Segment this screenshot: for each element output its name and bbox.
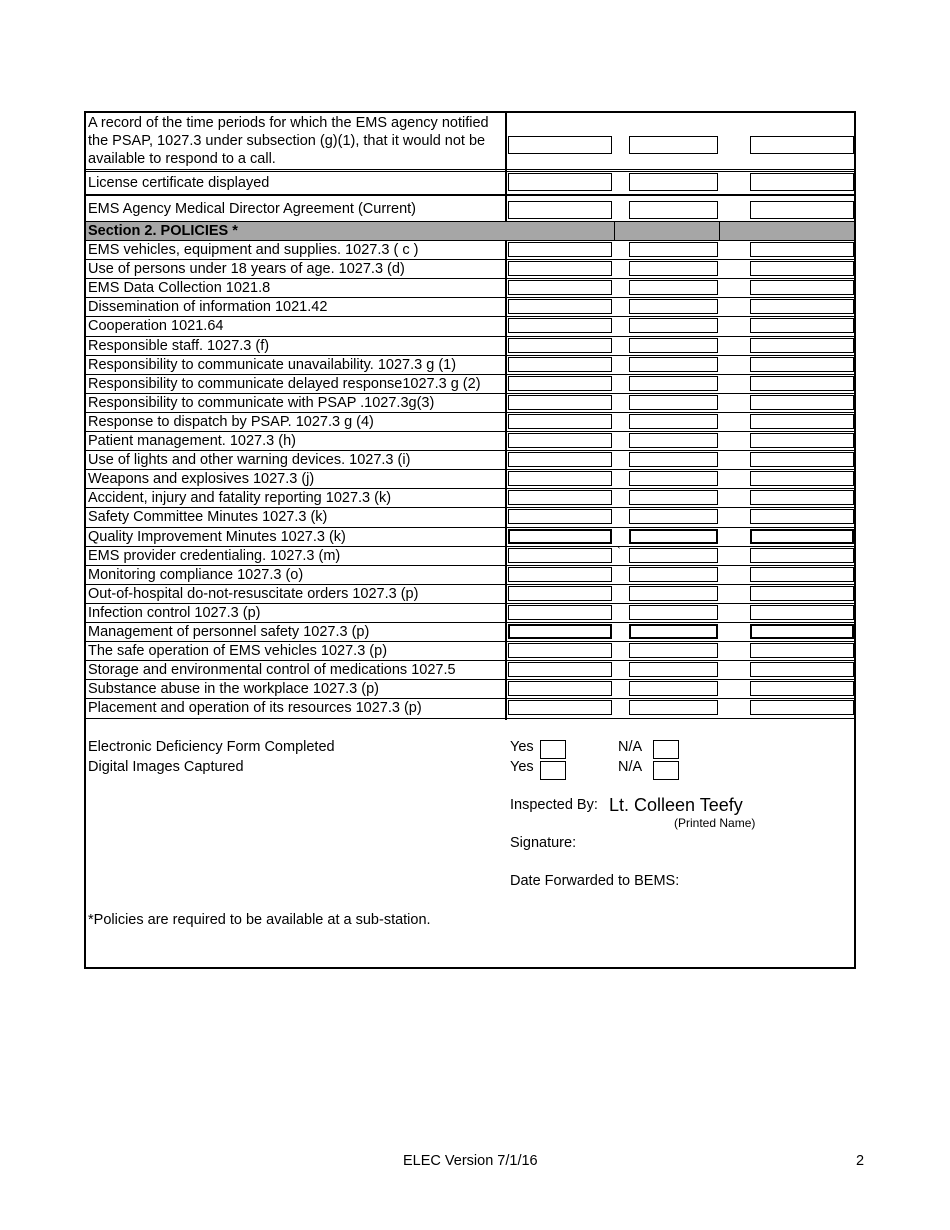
date-forwarded-label: Date Forwarded to BEMS: — [510, 873, 680, 889]
policy-item-label: Storage and environmental control of medications 1027.5 — [88, 662, 456, 678]
policy-checkbox-2[interactable] — [629, 509, 718, 524]
policy-checkbox-1[interactable] — [508, 605, 612, 620]
policy-checkbox-1[interactable] — [508, 624, 612, 639]
table-bottom-line — [84, 718, 856, 719]
policy-checkbox-1[interactable] — [508, 338, 612, 353]
policy-checkbox-1[interactable] — [508, 700, 612, 715]
policy-checkbox-2[interactable] — [629, 299, 718, 314]
policy-checkbox-3[interactable] — [750, 567, 854, 582]
band-separator — [719, 222, 720, 240]
policy-item-label: Use of persons under 18 years of age. 1027.3 (d) — [88, 261, 405, 277]
row-psap-record: A record of the time periods for which the EMS agency notified the PSAP, 1027.3 under subsection (g)(1), that it would not be available to respond to a call. — [88, 115, 489, 167]
policy-item-label: Response to dispatch by PSAP. 1027.3 g (4) — [88, 414, 374, 430]
policy-item-label: Dissemination of information 1021.42 — [88, 299, 328, 315]
policy-checkbox-2[interactable] — [629, 452, 718, 467]
policy-checkbox-1[interactable] — [508, 509, 612, 524]
policy-checkbox-2[interactable] — [629, 280, 718, 295]
policy-checkbox-3[interactable] — [750, 605, 854, 620]
policy-checkbox-2[interactable] — [629, 357, 718, 372]
policy-checkbox-3[interactable] — [750, 376, 854, 391]
policy-checkbox-1[interactable] — [508, 280, 612, 295]
policy-checkbox-1[interactable] — [508, 586, 612, 601]
policy-checkbox-2[interactable] — [629, 414, 718, 429]
policy-checkbox-2[interactable] — [629, 624, 718, 639]
policy-item-label: Infection control 1027.3 (p) — [88, 605, 261, 621]
row-license: License certificate displayed — [88, 175, 270, 191]
policy-checkbox-1[interactable] — [508, 299, 612, 314]
checkbox-license-1[interactable] — [508, 173, 612, 191]
images-yes-label: Yes — [510, 759, 534, 775]
checkbox-medical-director-3[interactable] — [750, 201, 854, 219]
checkbox-psap-record-2[interactable] — [629, 136, 718, 154]
policy-checkbox-1[interactable] — [508, 643, 612, 658]
policy-checkbox-2[interactable] — [629, 567, 718, 582]
policy-checkbox-3[interactable] — [750, 414, 854, 429]
policy-item-label: Safety Committee Minutes 1027.3 (k) — [88, 509, 328, 525]
policy-checkbox-3[interactable] — [750, 299, 854, 314]
policy-checkbox-1[interactable] — [508, 548, 612, 563]
policy-item-label: Patient management. 1027.3 (h) — [88, 433, 296, 449]
digital-images-label: Digital Images Captured — [88, 759, 244, 775]
policies-footnote: *Policies are required to be available at a sub-station. — [88, 912, 431, 928]
policy-checkbox-2[interactable] — [629, 433, 718, 448]
policy-checkbox-1[interactable] — [508, 414, 612, 429]
policy-checkbox-1[interactable] — [508, 395, 612, 410]
images-na-checkbox[interactable] — [653, 761, 679, 780]
policy-item-label: Management of personnel safety 1027.3 (p) — [88, 624, 370, 640]
policy-item-label: Monitoring compliance 1027.3 (o) — [88, 567, 304, 583]
policy-item-label: The safe operation of EMS vehicles 1027.3 (p) — [88, 643, 388, 659]
policy-checkbox-2[interactable] — [629, 643, 718, 658]
policy-checkbox-2[interactable] — [629, 662, 718, 677]
policy-item-label: Accident, injury and fatality reporting 1027.3 (k) — [88, 490, 392, 506]
policy-checkbox-3[interactable] — [750, 624, 854, 639]
policy-item-label: Responsibility to communicate unavailability. 1027.3 g (1) — [88, 357, 457, 373]
row-divider — [84, 171, 856, 172]
policy-checkbox-2[interactable] — [629, 529, 718, 544]
policy-item-label: EMS vehicles, equipment and supplies. 1027.3 ( c ) — [88, 242, 419, 258]
policy-checkbox-1[interactable] — [508, 662, 612, 677]
policy-checkbox-3[interactable] — [750, 433, 854, 448]
policy-checkbox-2[interactable] — [629, 261, 718, 276]
signature-label: Signature: — [510, 835, 577, 851]
policy-checkbox-3[interactable] — [750, 242, 854, 257]
policy-checkbox-1[interactable] — [508, 357, 612, 372]
policy-checkbox-3[interactable] — [750, 643, 854, 658]
electronic-yes-checkbox[interactable] — [540, 740, 566, 759]
images-na-label: N/A — [618, 759, 643, 775]
policy-checkbox-1[interactable] — [508, 242, 612, 257]
policy-checkbox-2[interactable] — [629, 318, 718, 333]
electronic-yes-label: Yes — [510, 739, 534, 755]
policy-checkbox-3[interactable] — [750, 318, 854, 333]
checkbox-medical-director-2[interactable] — [629, 201, 718, 219]
row-medical-director: EMS Agency Medical Director Agreement (Current) — [88, 201, 416, 217]
section-2-title: Section 2. POLICIES * — [88, 223, 238, 239]
printed-name-caption: (Printed Name) — [674, 816, 756, 830]
policy-checkbox-1[interactable] — [508, 490, 612, 505]
policy-checkbox-2[interactable] — [629, 700, 718, 715]
policy-item-label: Use of lights and other warning devices. 1027.3 (i) — [88, 452, 411, 468]
policy-item-label: EMS provider credentialing. 1027.3 (m) — [88, 548, 341, 564]
inspector-name[interactable]: Lt. Colleen Teefy — [609, 795, 743, 815]
policy-checkbox-2[interactable] — [629, 605, 718, 620]
column-divider — [505, 111, 507, 720]
policy-checkbox-2[interactable] — [629, 242, 718, 257]
policy-checkbox-2[interactable] — [629, 471, 718, 486]
row-divider — [84, 169, 856, 170]
policy-checkbox-2[interactable] — [629, 548, 718, 563]
band-separator — [614, 222, 615, 240]
policy-item-label: Placement and operation of its resources 1027.3 (p) — [88, 700, 422, 716]
policy-checkbox-2[interactable] — [629, 395, 718, 410]
policy-checkbox-2[interactable] — [629, 490, 718, 505]
policy-checkbox-1[interactable] — [508, 681, 612, 696]
policy-checkbox-1[interactable] — [508, 529, 612, 544]
policy-checkbox-1[interactable] — [508, 452, 612, 467]
version-label: ELEC Version 7/1/16 — [403, 1153, 538, 1169]
policy-checkbox-3[interactable] — [750, 357, 854, 372]
electronic-na-label: N/A — [618, 739, 643, 755]
policy-item-label: EMS Data Collection 1021.8 — [88, 280, 271, 296]
images-yes-checkbox[interactable] — [540, 761, 566, 780]
checkbox-medical-director-1[interactable] — [508, 201, 612, 219]
policy-checkbox-2[interactable] — [629, 338, 718, 353]
electronic-form-label: Electronic Deficiency Form Completed — [88, 739, 335, 755]
policy-checkbox-3[interactable] — [750, 681, 854, 696]
policy-checkbox-3[interactable] — [750, 395, 854, 410]
electronic-na-checkbox[interactable] — [653, 740, 679, 759]
inspected-by-label: Inspected By: — [510, 797, 598, 813]
policy-checkbox-2[interactable] — [629, 681, 718, 696]
policy-checkbox-3[interactable] — [750, 471, 854, 486]
policy-checkbox-3[interactable] — [750, 662, 854, 677]
policy-checkbox-3[interactable] — [750, 261, 854, 276]
policy-checkbox-3[interactable] — [750, 509, 854, 524]
policy-item-label: Out-of-hospital do-not-resuscitate orders 1027.3 (p) — [88, 586, 419, 602]
policy-checkbox-3[interactable] — [750, 338, 854, 353]
policy-item-label: Cooperation 1021.64 — [88, 318, 224, 334]
page-number: 2 — [856, 1153, 865, 1169]
policy-item-label: Quality Improvement Minutes 1027.3 (k) — [88, 529, 346, 545]
checkbox-license-2[interactable] — [629, 173, 718, 191]
policy-checkbox-3[interactable] — [750, 452, 854, 467]
policy-checkbox-2[interactable] — [629, 586, 718, 601]
checkbox-psap-record-3[interactable] — [750, 136, 854, 154]
policy-item-label: Substance abuse in the workplace 1027.3 (p) — [88, 681, 379, 697]
policy-checkbox-2[interactable] — [629, 376, 718, 391]
policy-checkbox-3[interactable] — [750, 280, 854, 295]
policy-checkbox-3[interactable] — [750, 490, 854, 505]
row-divider — [84, 194, 856, 196]
policy-checkbox-3[interactable] — [750, 586, 854, 601]
policy-checkbox-1[interactable] — [508, 567, 612, 582]
policy-checkbox-3[interactable] — [750, 700, 854, 715]
policy-item-label: Weapons and explosives 1027.3 (j) — [88, 471, 315, 487]
policy-checkbox-1[interactable] — [508, 471, 612, 486]
stray-mark: ` — [617, 546, 621, 558]
policy-checkbox-3[interactable] — [750, 529, 854, 544]
policy-item-label: Responsible staff. 1027.3 (f) — [88, 338, 270, 354]
checkbox-psap-record-1[interactable] — [508, 136, 612, 154]
policy-item-label: Responsibility to communicate with PSAP .1027.3g(3) — [88, 395, 435, 411]
policy-checkbox-1[interactable] — [508, 376, 612, 391]
policy-checkbox-1[interactable] — [508, 433, 612, 448]
checkbox-license-3[interactable] — [750, 173, 854, 191]
policy-checkbox-1[interactable] — [508, 318, 612, 333]
policy-checkbox-3[interactable] — [750, 548, 854, 563]
policy-item-label: Responsibility to communicate delayed response1027.3 g (2) — [88, 376, 481, 392]
policy-checkbox-1[interactable] — [508, 261, 612, 276]
